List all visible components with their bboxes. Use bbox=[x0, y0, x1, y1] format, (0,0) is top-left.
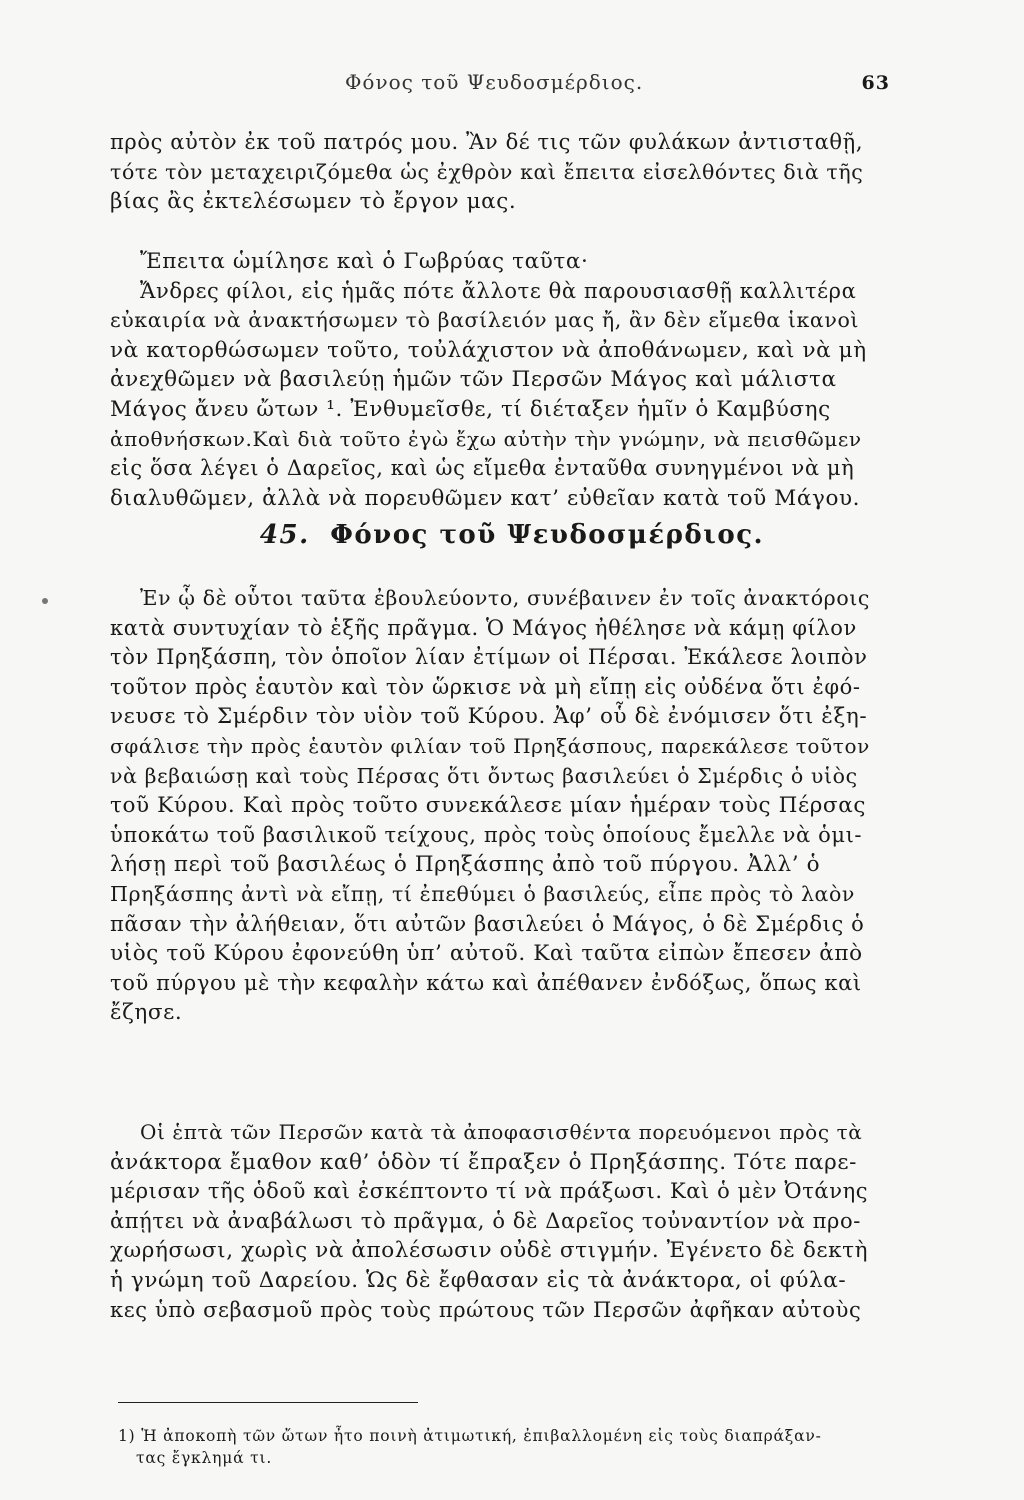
text-line: υἱὸς τοῦ Κύρου ἐφονεύθη ὑπ’ αὐτοῦ. Καὶ ταῦτα εἰπὼν ἔπεσεν ἀπὸ bbox=[110, 941, 863, 967]
text-line: σφάλισε τὴν πρὸς ἑαυτὸν φιλίαν τοῦ Πρηξάσπους, παρεκάλεσε τοῦτον bbox=[110, 733, 870, 758]
text-line: ἀπῄτει νὰ ἀναβάλωσι τὸ πρᾶγμα, ὁ δὲ Δαρεῖος τοὐναντίον νὰ προ- bbox=[110, 1208, 861, 1233]
text-line: Οἱ ἑπτὰ τῶν Περσῶν κατὰ τὰ ἀποφασισθέντα πορευόμενοι πρὸς τὰ bbox=[140, 1120, 863, 1144]
text-line: διαλυθῶμεν, ἀλλὰ νὰ πορευθῶμεν κατ’ εὐθεῖαν κατὰ τοῦ Μάγου. bbox=[110, 485, 861, 511]
paragraph-seven-persians bbox=[110, 1118, 870, 1325]
text-line: τότε τὸν μεταχειριζόμεθα ὡς ἐχθρὸν καὶ ἔπειτα εἰσελθόντες διὰ τῆς bbox=[110, 159, 864, 184]
text-line: Μάγος ἄνευ ὤτων ¹. Ἐνθυμεῖσθε, τί διέταξεν ἡμῖν ὁ Καμβύσης bbox=[110, 396, 831, 422]
text-line: χωρήσωσι, χωρὶς νὰ ἀπολέσωσιν οὐδὲ στιγμήν. Ἐγένετο δὲ δεκτὴ bbox=[110, 1238, 869, 1264]
text-line: τὸν Πρηξάσπη, τὸν ὁποῖον λίαν ἐτίμων οἱ Πέρσαι. Ἐκάλεσε λοιπὸν bbox=[110, 645, 868, 670]
text-line: ἔζησε. bbox=[110, 1000, 183, 1026]
text-line: Ἐν ᾧ δὲ οὗτοι ταῦτα ἐβουλεύοντο, συνέβαινεν ἐν τοῖς ἀνακτόροις bbox=[140, 586, 870, 610]
paragraph-prexaspes bbox=[110, 584, 870, 1028]
footnote-line: τας ἔγκλημά τι. bbox=[136, 1449, 273, 1467]
text-line: ἀποθνήσκων.Καὶ διὰ τοῦτο ἐγὼ ἔχω αὐτὴν τὴν γνώμην, νὰ πεισθῶμεν bbox=[110, 426, 862, 451]
text-line: τοῦτον πρὸς ἑαυτὸν καὶ τὸν ὥρκισε νὰ μὴ εἴπῃ εἰς οὐδένα ὅτι ἐφό- bbox=[110, 674, 861, 699]
text-line: νευσε τὸ Σμέρδιν τὸν υἱὸν τοῦ Κύρου. Ἀφ’ οὗ δὲ ἐνόμισεν ὅτι ἐξη- bbox=[110, 704, 868, 730]
text-line: ἀνεχθῶμεν νὰ βασιλεύῃ ἡμῶν τῶν Περσῶν Μάγος καὶ μάλιστα bbox=[110, 367, 837, 393]
text-line: κατὰ συντυχίαν τὸ ἑξῆς πρᾶγμα. Ὁ Μάγος ἠθέλησε νὰ κάμῃ φίλον bbox=[110, 615, 857, 640]
text-line: ἡ γνώμη τοῦ Δαρείου. Ὡς δὲ ἔφθασαν εἰς τὰ ἀνάκτορα, οἱ φύλα- bbox=[110, 1267, 847, 1293]
print-speck bbox=[42, 598, 48, 604]
footnote-line: 1) Ἡ ἀποκοπὴ τῶν ὤτων ἦτο ποινὴ ἀτιμωτική, ἐπιβαλλομένη εἰς τοὺς διαπράξαν- bbox=[118, 1427, 822, 1445]
page-number: 63 bbox=[861, 72, 890, 94]
footnote bbox=[118, 1425, 878, 1469]
text-line: Ἄνδρες φίλοι, εἰς ἡμᾶς πότε ἄλλοτε θὰ παρουσιασθῇ καλλιτέρα bbox=[140, 278, 857, 303]
text-line: πᾶσαν τὴν ἀλήθειαν, ὅτι αὐτῶν βασιλεύει ὁ Μάγος, ὁ δὲ Σμέρδις ὁ bbox=[110, 911, 865, 936]
text-line: νὰ βεβαιώσῃ καὶ τοὺς Πέρσας ὅτι ὄντως βασιλεύει ὁ Σμέρδις ὁ υἱὸς bbox=[110, 763, 858, 788]
text-line: εἰς ὅσα λέγει ὁ Δαρεῖος, καὶ ὡς εἴμεθα ἐνταῦθα συνηγμένοι νὰ μὴ bbox=[110, 456, 855, 481]
section-heading bbox=[0, 520, 1024, 550]
text-line: τοῦ πύργου μὲ τὴν κεφαλὴν κάτω καὶ ἀπέθανεν ἐνδόξως, ὅπως καὶ bbox=[110, 970, 862, 995]
paragraph-continuation bbox=[110, 128, 870, 217]
text-line: Πρηξάσπης ἀντὶ νὰ εἴπῃ, τί ἐπεθύμει ὁ βασιλεύς, εἶπε πρὸς τὸ λαὸν bbox=[110, 881, 855, 906]
paragraph-gobryas-speech bbox=[110, 247, 870, 513]
section-number: 45. bbox=[259, 520, 310, 550]
text-line: κες ὑπὸ σεβασμοῦ πρὸς τοὺς πρώτους τῶν Περσῶν ἀφῆκαν αὐτοὺς bbox=[110, 1297, 862, 1322]
text-line: ἀνάκτορα ἔμαθον καθ’ ὁδὸν τί ἔπραξεν ὁ Πρηξάσπης. Τότε παρε- bbox=[110, 1149, 858, 1175]
text-line: ὑποκάτω τοῦ βασιλικοῦ τείχους, πρὸς τοὺς ὁποίους ἔμελλε νὰ ὁμι- bbox=[110, 822, 863, 847]
text-line: βίας ἂς ἐκτελέσωμεν τὸ ἔργον μας. bbox=[110, 189, 517, 215]
text-line: εὐκαιρία νὰ ἀνακτήσωμεν τὸ βασίλειόν μας ἤ, ἂν δὲν εἴμεθα ἱκανοὶ bbox=[110, 308, 860, 333]
footnote-divider bbox=[118, 1402, 418, 1403]
text-line: μέρισαν τῆς ὁδοῦ καὶ ἐσκέπτοντο τί νὰ πράξωσι. Καὶ ὁ μὲν Ὀτάνης bbox=[110, 1179, 869, 1204]
section-title: Φόνος τοῦ Ψευδοσμέρδιος. bbox=[330, 520, 765, 550]
text-line: νὰ κατορθώσωμεν τοῦτο, τοὐλάχιστον νὰ ἀποθάνωμεν, καὶ νὰ μὴ bbox=[110, 337, 867, 363]
text-line: Ἔπειτα ὡμίλησε καὶ ὁ Γωβρύας ταῦτα· bbox=[140, 249, 589, 274]
text-line: λήσῃ περὶ τοῦ βασιλέως ὁ Πρηξάσπης ἀπὸ τοῦ πύργου. Ἀλλ’ ὁ bbox=[110, 852, 821, 878]
running-head-title: Φόνος τοῦ Ψευδοσμέρδιος. bbox=[345, 70, 644, 94]
running-head bbox=[110, 70, 890, 94]
text-line: πρὸς αὐτὸν ἐκ τοῦ πατρός μου. Ἂν δέ τις τῶν φυλάκων ἀντισταθῇ, bbox=[110, 130, 864, 154]
text-line: τοῦ Κύρου. Καὶ πρὸς τοῦτο συνεκάλεσε μίαν ἡμέραν τοὺς Πέρσας bbox=[110, 793, 866, 819]
